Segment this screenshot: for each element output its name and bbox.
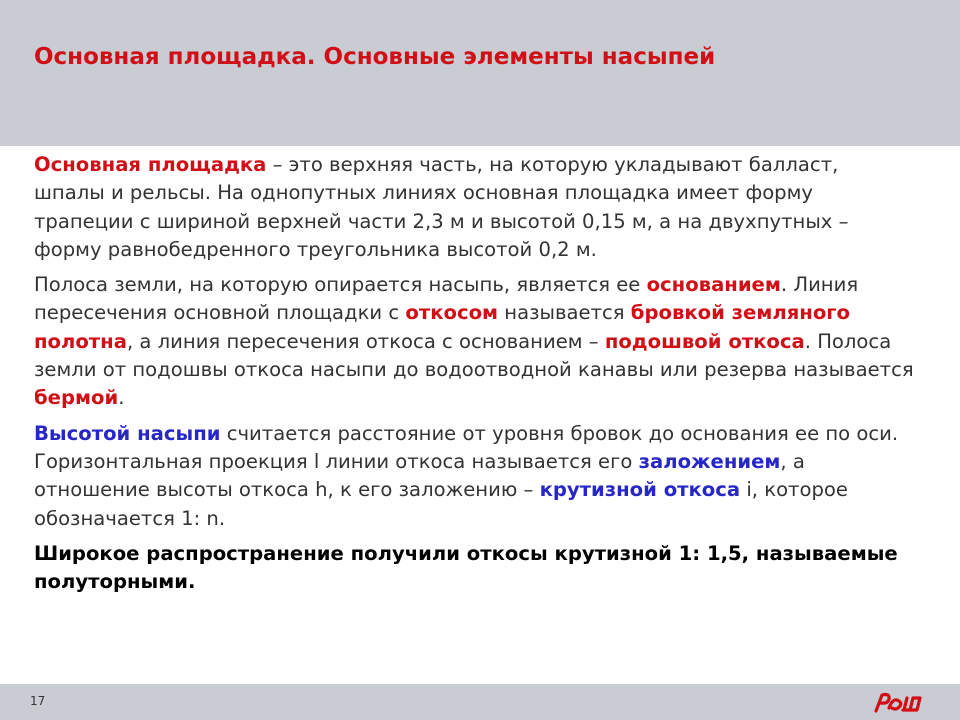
term-main-platform: Основная площадка — [34, 153, 267, 176]
paragraph-text: i, которое обозначается 1: n. — [34, 478, 848, 530]
paragraph-main-platform — [34, 151, 914, 264]
slide-title: Основная площадка. Основные элементы насыпей — [34, 44, 716, 70]
paragraph-text: . Линия пересечения основной площадки с — [34, 273, 859, 325]
paragraph-text: , а отношение высоты откоса h, к его заложению – — [34, 449, 805, 502]
term-embankment-height: Высотой насыпи — [34, 421, 221, 445]
paragraph-text: – это верхняя часть, на которую укладывают балласт, шпалы и рельсы. На однопутных линиях основная площадка имеет форму трапеции с шириной верхней части 2,3 м и высотой 0,15 м, а на двухпутных – форму равнобедренного треугольника высотой 0,2 м. — [34, 153, 849, 261]
term-berm: бермой — [34, 386, 119, 410]
page-number: 17 — [30, 694, 46, 708]
term-slope-toe: подошвой откоса — [604, 329, 805, 353]
term-subgrade-edge: бровкой земляного полотна — [34, 301, 850, 353]
paragraph-text: называется — [498, 301, 631, 325]
paragraph-text: , а линия пересечения откоса с основанием – — [126, 329, 605, 353]
term-slope-run: заложением — [638, 449, 781, 473]
header-band — [0, 0, 960, 146]
paragraph-conclusion: Широкое распространение получили откосы крутизной 1: 1,5, называемые полуторными. — [34, 541, 898, 594]
paragraph-text: Полоса земли, на которую опирается насыпь, является ее — [34, 273, 647, 297]
paragraph-embankment-height — [34, 420, 914, 533]
paragraph-text: . — [118, 386, 125, 410]
rzd-logo-icon — [872, 688, 928, 716]
term-base: основанием — [646, 273, 781, 297]
slide-content — [34, 151, 914, 603]
paragraph-text: считается расстояние от уровня бровок до основания ее по оси. Горизонтальная проекция l линии откоса называется его — [34, 421, 899, 473]
term-slope-steepness: крутизной откоса — [539, 478, 741, 502]
footer-band — [0, 684, 960, 720]
paragraph-embankment-base — [34, 271, 914, 412]
term-slope: откосом — [405, 301, 499, 325]
paragraph-text: . Полоса земли от подошвы откоса насыпи до водоотводной канавы или резерва называется — [34, 329, 914, 382]
